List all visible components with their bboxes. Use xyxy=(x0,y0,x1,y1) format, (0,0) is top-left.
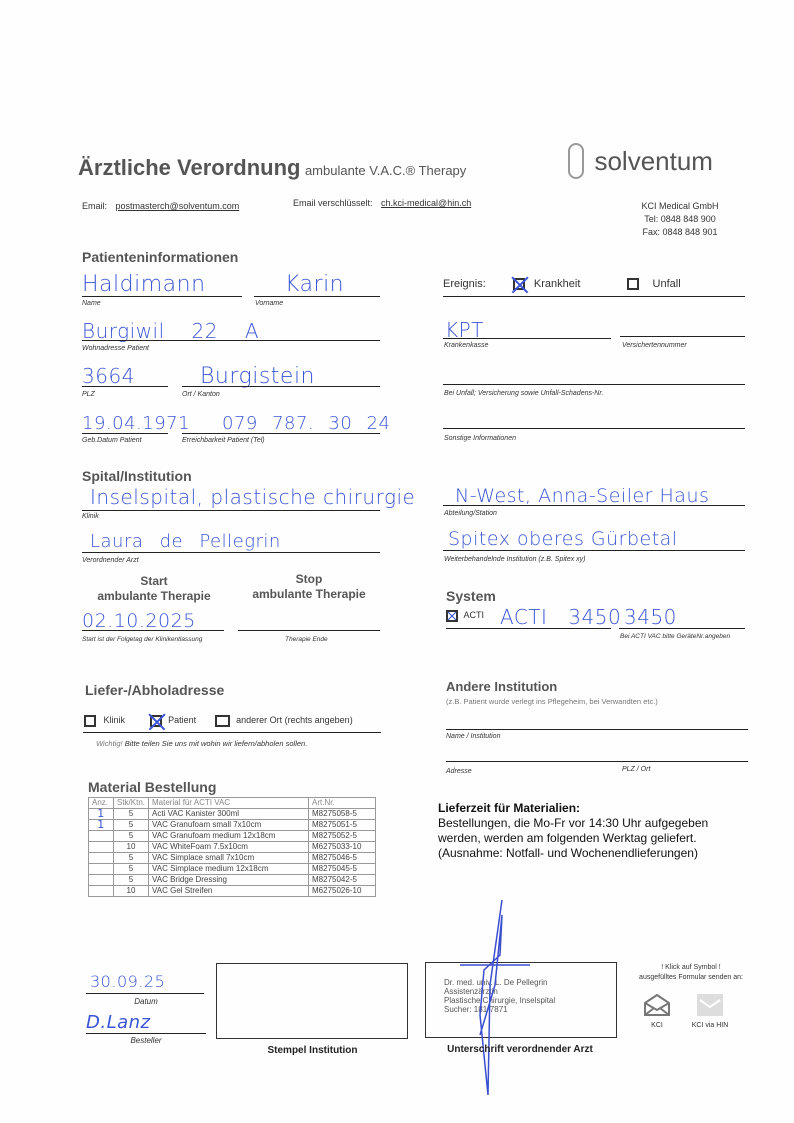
company-fax: Fax: 0848 848 901 xyxy=(642,227,718,237)
unfall-label: Unfall xyxy=(652,278,681,290)
tel-value[interactable]: 079 787. 30 24 xyxy=(222,413,391,434)
lieferzeit-heading: Lieferzeit für Materialien: xyxy=(438,801,581,815)
stk-cell: 10 xyxy=(114,886,149,897)
material-cell: Acti VAC Kanister 300ml xyxy=(149,809,309,820)
material-row xyxy=(89,886,376,897)
andere-sub: (z.B. Patient wurde verlegt ins Pflegeheim, bei Verwandten etc.) xyxy=(446,697,658,706)
lieferzeit-line1: Bestellungen, die Mo-Fr vor 14:30 Uhr aufgegeben xyxy=(438,816,709,830)
ereignis-label: Ereignis: xyxy=(443,278,486,290)
send-line1: ! Klick auf Symbol ! xyxy=(661,964,721,971)
krankenkasse-label: Krankenkasse xyxy=(444,342,489,349)
artnr-cell: M6275033-10 xyxy=(309,842,376,853)
material-row xyxy=(89,831,376,842)
ereignis-row xyxy=(443,278,681,290)
artnr-cell: M8275058-5 xyxy=(309,809,376,820)
send-instructions xyxy=(622,963,760,983)
liefer-note xyxy=(96,739,307,748)
liefer-options xyxy=(84,715,353,727)
email-row xyxy=(82,201,239,211)
anz-cell[interactable] xyxy=(89,831,114,842)
stk-cell: 5 xyxy=(114,809,149,820)
material-header-row xyxy=(89,798,376,809)
col-anz: Anz. xyxy=(89,798,114,809)
company-info xyxy=(620,200,740,239)
envelope-open-icon xyxy=(643,993,671,1017)
unfall-info-label: Bei Unfall; Versicherung sowie Unfall-Schadens-Nr. xyxy=(444,390,604,397)
logo-s-icon xyxy=(568,143,584,179)
material-cell: VAC WhiteFoam 7.5x10cm xyxy=(149,842,309,853)
arzt-signature-icon xyxy=(440,895,540,1095)
col-artnr: Art.Nr. xyxy=(309,798,376,809)
envelope-hin-icon xyxy=(696,993,724,1017)
liefer-klinik-label: Klinik xyxy=(103,715,126,726)
artnr-cell: M8275052-5 xyxy=(309,831,376,842)
email-enc-link[interactable]: ch.kci-medical@hin.ch xyxy=(381,198,472,208)
material-cell: VAC Simplace small 7x10cm xyxy=(149,853,309,864)
klinik-checkbox[interactable] xyxy=(84,715,96,727)
patient-heading: Patienteninformationen xyxy=(82,249,239,265)
weiter-value[interactable]: Spitex oberes Gürbetal xyxy=(448,528,678,550)
lieferzeit-block xyxy=(438,801,708,861)
artnr-cell: M8275045-5 xyxy=(309,864,376,875)
unfall-checkbox[interactable] xyxy=(627,278,639,290)
send-kci-hin-button[interactable] xyxy=(690,993,730,1029)
material-cell: VAC Granufoam medium 12x18cm xyxy=(149,831,309,842)
andere-adresse-label: Adresse xyxy=(446,768,472,775)
start-note: Start ist der Folgetag der Klinikentlassung xyxy=(82,636,203,643)
email-enc-label: Email verschlüsselt: xyxy=(293,198,373,208)
abteilung-value[interactable]: N-West, Anna-Seiler Haus xyxy=(455,485,710,507)
anz-cell[interactable] xyxy=(89,842,114,853)
name-value[interactable]: Haldimann xyxy=(82,272,206,297)
krankheit-label: Krankheit xyxy=(533,278,581,290)
material-row xyxy=(89,820,376,831)
acti-option xyxy=(446,610,484,622)
stk-cell: 5 xyxy=(114,831,149,842)
andere-heading: Andere Institution xyxy=(446,679,558,694)
liefer-anderer-label: anderer Ort (rechts angeben) xyxy=(236,715,353,726)
liefer-note-text: Bitte teilen Sie uns mit wohin wir liefern/abholen sollen. xyxy=(124,739,308,748)
sonstige-label: Sonstige Informationen xyxy=(444,435,516,442)
anderer-checkbox[interactable] xyxy=(215,715,230,727)
start-value[interactable]: 02.10.2025 xyxy=(82,610,196,632)
stop-note: Therapie Ende xyxy=(285,636,328,643)
company-tel: Tel: 0848 848 900 xyxy=(644,214,716,224)
start-h1: Start xyxy=(140,574,168,588)
weiter-label: Weiterbehandelnde Institution (z.B. Spitex xy) xyxy=(444,556,586,563)
system-value[interactable]: ACTI 3450 xyxy=(500,605,622,629)
versichertennummer-label: Versichertennummer xyxy=(622,342,687,349)
arzt-label: Verordnender Arzt xyxy=(82,557,139,564)
ort-value[interactable]: Burgistein xyxy=(200,364,315,389)
email-enc-row xyxy=(293,198,471,208)
material-row xyxy=(89,809,376,820)
form-title xyxy=(78,155,466,181)
vorname-label: Vorname xyxy=(255,300,284,307)
kci-label: KCI xyxy=(651,1022,663,1029)
artnr-cell: M8275042-5 xyxy=(309,875,376,886)
acti-label: ACTI xyxy=(463,610,485,621)
arzt-value[interactable]: Laura de Pellegrin xyxy=(90,531,281,552)
anz-cell[interactable] xyxy=(89,875,114,886)
stk-cell: 5 xyxy=(114,853,149,864)
anz-cell[interactable] xyxy=(89,886,114,897)
material-row xyxy=(89,853,376,864)
plz-label: PLZ xyxy=(82,391,95,398)
email-label: Email: xyxy=(82,201,108,211)
stempel-box[interactable] xyxy=(216,963,408,1039)
material-cell: VAC Gel Streifen xyxy=(149,886,309,897)
solventum-logo xyxy=(568,143,713,179)
abteilung-label: Abteilung/Station xyxy=(444,510,497,517)
andere-plzort-label: PLZ / Ort xyxy=(622,766,651,773)
stamp-line3: Plastische Chirurgie, Inselspital xyxy=(444,996,556,1005)
datum-value[interactable]: 30.09.25 xyxy=(90,972,166,991)
artnr-cell: M8275051-5 xyxy=(309,820,376,831)
besteller-signature[interactable]: D.Lanz xyxy=(86,1012,151,1033)
artnr-cell: M8275046-5 xyxy=(309,853,376,864)
anz-cell[interactable] xyxy=(89,853,114,864)
kci-hin-label: KCI via HIN xyxy=(691,1022,729,1029)
material-table xyxy=(88,797,376,897)
acti-checkbox[interactable] xyxy=(446,610,458,622)
besteller-label: Besteller xyxy=(130,1036,162,1045)
stk-cell: 10 xyxy=(114,842,149,853)
send-kci-button[interactable] xyxy=(642,993,672,1029)
stempel-label: Stempel Institution xyxy=(267,1045,358,1056)
material-row xyxy=(89,842,376,853)
lieferzeit-line3: (Ausnahme: Notfall- und Wochenendlieferungen) xyxy=(438,846,698,860)
datum-label: Datum xyxy=(134,997,158,1006)
anz-cell[interactable]: 1 xyxy=(89,809,114,820)
material-row xyxy=(89,875,376,886)
vorname-value[interactable]: Karin xyxy=(285,272,345,297)
material-cell: VAC Granufoam small 7x10cm xyxy=(149,820,309,831)
patient-checkbox[interactable] xyxy=(150,715,162,727)
stop-heading xyxy=(238,572,380,602)
stamp-line2: Assistenzärztin xyxy=(444,987,498,996)
anz-cell[interactable] xyxy=(89,864,114,875)
title-sub: ambulante V.A.C.® Therapy xyxy=(304,163,467,178)
adresse-label: Wohnadresse Patient xyxy=(82,345,149,352)
col-material: Material für ACTI VAC xyxy=(149,798,309,809)
geb-label: Geb.Datum Patient xyxy=(82,437,142,444)
company-name: KCI Medical GmbH xyxy=(641,201,719,211)
spital-heading: Spital/Institution xyxy=(82,468,192,484)
geraet-value[interactable]: 3450 xyxy=(624,605,677,629)
title-main: Ärztliche Verordnung xyxy=(78,155,301,180)
email-link[interactable]: postmasterch@solventum.com xyxy=(115,201,240,211)
liefer-note-important: Wichtig! xyxy=(96,739,123,748)
anz-cell[interactable]: 1 xyxy=(89,820,114,831)
liefer-heading: Liefer-/Abholadresse xyxy=(85,682,225,698)
krankheit-checkbox[interactable] xyxy=(513,278,525,290)
col-stk: Stk/Ktn. xyxy=(114,798,149,809)
material-heading: Material Bestellung xyxy=(88,779,217,795)
klinik-label: Klinik xyxy=(82,513,99,520)
unterschrift-label: Unterschrift verordnender Arzt xyxy=(447,1044,593,1055)
stk-cell: 5 xyxy=(114,820,149,831)
send-line2: ausgefülltes Formular senden an: xyxy=(639,974,743,981)
geb-value[interactable]: 19.04.1971 xyxy=(82,413,191,434)
tel-label: Erreichbarkeit Patient (Tel) xyxy=(182,437,265,444)
name-label: Name xyxy=(82,300,101,307)
stk-cell: 5 xyxy=(114,875,149,886)
ort-label: Ort / Kanton xyxy=(182,391,220,398)
material-cell: VAC Simplace medium 12x18cm xyxy=(149,864,309,875)
klinik-value[interactable]: Inselspital, plastische chirurgie xyxy=(90,485,416,509)
liefer-patient-label: Patient xyxy=(168,715,197,726)
material-row xyxy=(89,864,376,875)
system-heading: System xyxy=(446,588,496,604)
krankenkasse-value[interactable]: KPT xyxy=(445,318,484,342)
stop-h1: Stop xyxy=(295,572,323,586)
andere-name-label: Name / Institution xyxy=(446,733,501,740)
start-heading xyxy=(84,574,224,604)
artnr-cell: M6275026-10 xyxy=(309,886,376,897)
brand-name: solventum xyxy=(594,145,713,176)
stamp-line1: Dr. med. univ. L. De Pellegrin xyxy=(444,978,548,987)
stk-cell: 5 xyxy=(114,864,149,875)
stamp-line4: Sucher: 181-7871 xyxy=(444,1005,508,1014)
geraet-note: Bei ACTI VAC bitte GeräteNr.angeben xyxy=(620,633,731,640)
start-h2: ambulante Therapie xyxy=(97,589,211,603)
material-cell: VAC Bridge Dressing xyxy=(149,875,309,886)
lieferzeit-line2: werden, werden am folgenden Werktag geliefert. xyxy=(438,831,697,845)
plz-value[interactable]: 3664 xyxy=(82,364,135,388)
adresse-value[interactable]: Burgiwil 22 A xyxy=(82,319,260,343)
stop-h2: ambulante Therapie xyxy=(252,587,366,601)
